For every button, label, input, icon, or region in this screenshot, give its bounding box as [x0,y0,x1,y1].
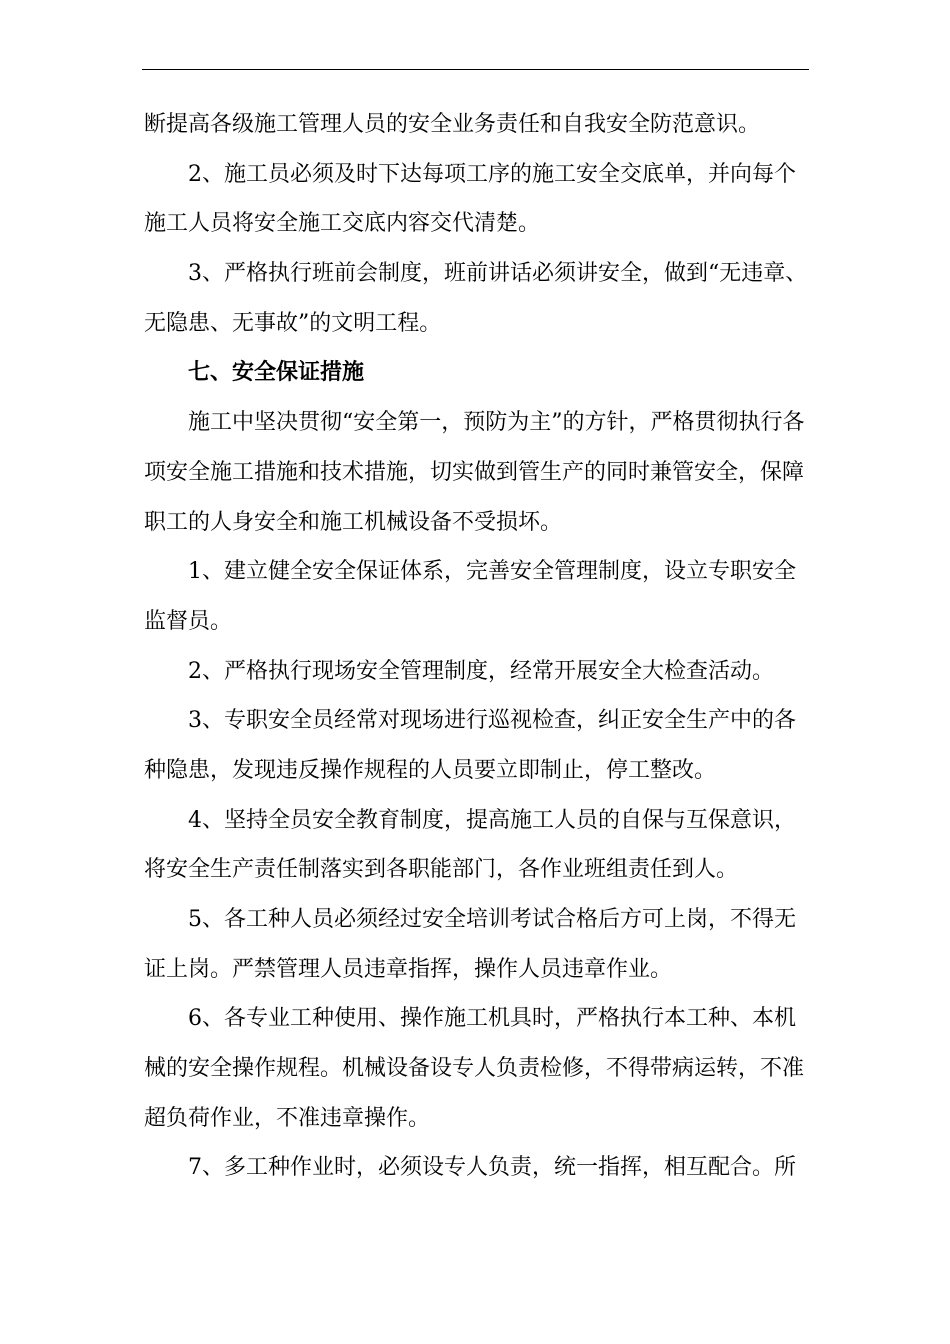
text-line: 证上岗。严禁管理人员违章指挥，操作人员违章作业。 [144,956,673,982]
text-line: 械的安全操作规程。机械设备设专人负责检修，不得带病运转，不准 [144,1056,805,1082]
text-line: 断提高各级施工管理人员的安全业务责任和自我安全防范意识。 [144,112,761,137]
text-line: 2、施工员必须及时下达每项工序的施工安全交底单，并向每个 [188,161,796,187]
text-line: 施工人员将安全施工交底内容交代清楚。 [144,211,541,237]
text-line: 4、坚持全员安全教育制度，提高施工人员的自保与互保意识， [188,807,796,833]
text-line: 2、严格执行现场安全管理制度，经常开展安全大检查活动。 [188,658,774,684]
text-line: 6、各专业工种使用、操作施工机具时，严格执行本工种、本机 [188,1006,796,1032]
text-line: 监督员。 [144,608,233,634]
text-line: 1、建立健全安全保证体系，完善安全管理制度，设立专职安全 [188,559,796,585]
header-rule [142,69,809,70]
text-line: 项安全施工措施和技术措施，切实做到管生产的同时兼管安全，保障 [144,459,805,485]
text-line: 7、多工种作业时，必须设专人负责，统一指挥，相互配合。所 [188,1155,796,1181]
document-body [144,100,816,1193]
text-line: 3、严格执行班前会制度，班前讲话必须讲安全，做到“无违章、 [188,261,808,287]
text-line: 职工的人身安全和施工机械设备不受损坏。 [144,509,563,535]
text-line: 将安全生产责任制落实到各职能部门，各作业班组责任到人。 [144,857,739,883]
text-line: 施工中坚决贯彻“安全第一，预防为主”的方针，严格贯彻执行各 [188,410,805,436]
section-heading: 七、安全保证措施 [188,359,365,386]
text-line: 无隐患、无事故”的文明工程。 [144,310,442,336]
text-line: 3、专职安全员经常对现场进行巡视检查，纠正安全生产中的各 [188,708,796,734]
text-line: 5、各工种人员必须经过安全培训考试合格后方可上岗，不得无 [188,907,796,932]
text-line: 超负荷作业，不准违章操作。 [144,1105,431,1131]
text-line: 种隐患，发现违反操作规程的人员要立即制止，停工整改。 [144,757,717,783]
